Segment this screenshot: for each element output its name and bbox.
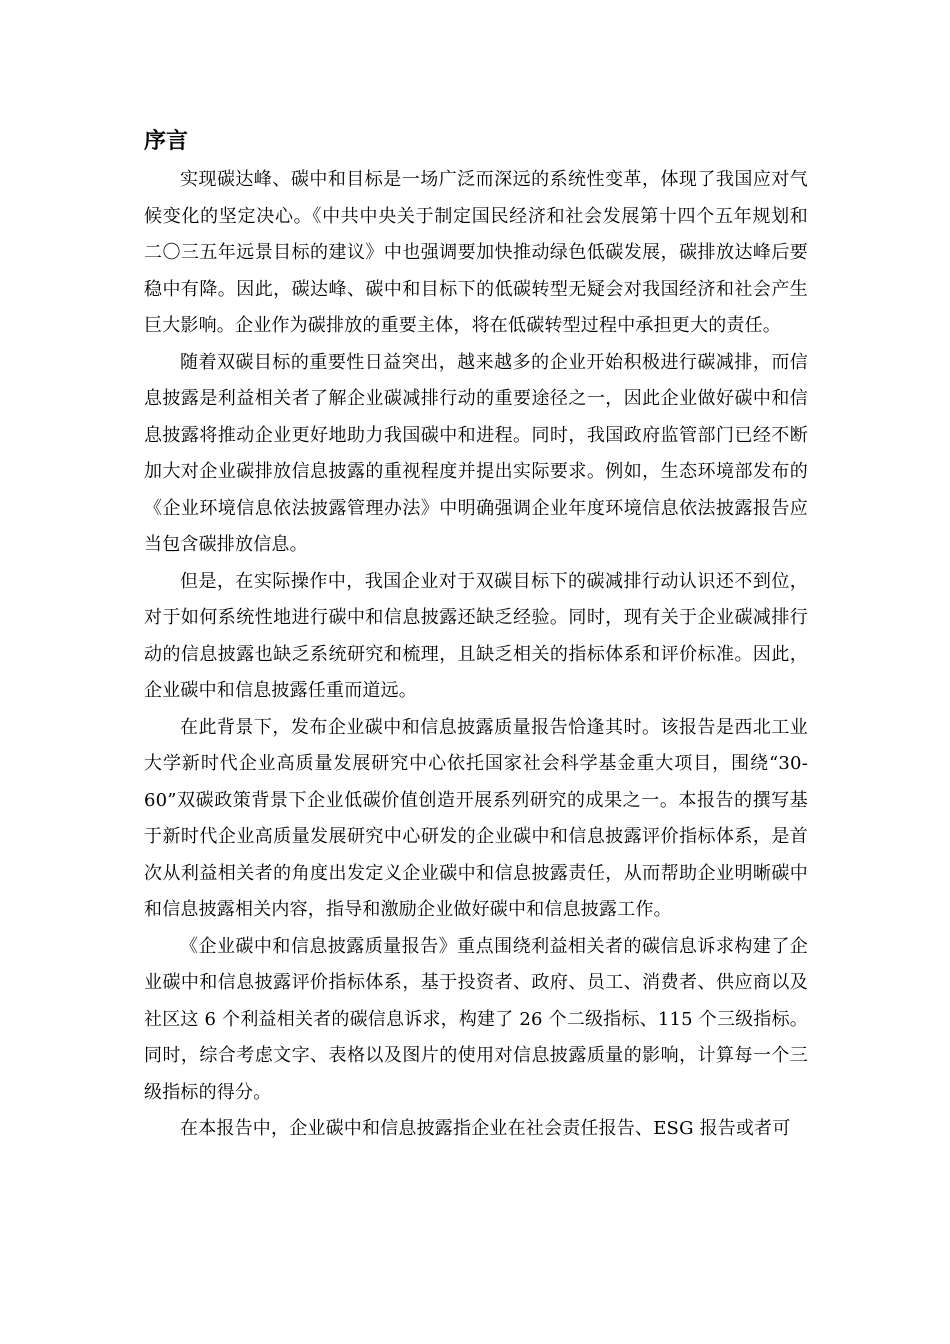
document-body [144, 162, 808, 1148]
paragraph-2: 随着双碳目标的重要性日益突出，越来越多的企业开始积极进行碳减排，而信息披露是利益相关者了解企业碳减排行动的重要途径之一，因此企业做好碳中和信息披露将推动企业更好地助力我国碳中和进程。同时，我国政府监管部门已经不断加大对企业碳排放信息披露的重视程度并提出实际要求。例如，生态环境部发布的《企业环境信息依法披露管理办法》中明确强调企业年度环境信息依法披露报告应当包含碳排放信息。 [144, 351, 808, 555]
paragraph-4: 在此背景下，发布企业碳中和信息披露质量报告恰逢其时。该报告是西北工业大学新时代企业高质量发展研究中心依托国家社会科学基金重大项目，围绕“30-60”双碳政策背景下企业低碳价值创造开展系列研究的成果之一。本报告的撰写基于新时代企业高质量发展研究中心研发的企业碳中和信息披露评价指标体系，是首次从利益相关者的角度出发定义企业碳中和信息披露责任，从而帮助企业明晰碳中和信息披露相关内容，指导和激励企业做好碳中和信息披露工作。 [144, 716, 808, 920]
paragraph-5: 《企业碳中和信息披露质量报告》重点围绕利益相关者的碳信息诉求构建了企业碳中和信息披露评价指标体系，基于投资者、政府、员工、消费者、供应商以及社区这 6 个利益相关者的碳信息诉求，构建了 26 个二级指标、115 个三级指标。同时，综合考虑文字、表格以及图片的使用对信息披露质量的影响，计算每一个三级指标的得分。 [144, 935, 808, 1103]
paragraph-3: 但是，在实际操作中，我国企业对于双碳目标下的碳减排行动认识还不到位，对于如何系统性地进行碳中和信息披露还缺乏经验。同时，现有关于企业碳减排行动的信息披露也缺乏系统研究和梳理，且缺乏相关的指标体系和评价标准。因此， 企业碳中和信息披露任重而道远。 [144, 570, 808, 701]
paragraph-1: 实现碳达峰、碳中和目标是一场广泛而深远的系统性变革，体现了我国应对气候变化的坚定决心。《中共中央关于制定国民经济和社会发展第十四个五年规划和二〇三五年远景目标的建议》中也强调要加快推动绿色低碳发展，碳排放达峰后要稳中有降。因此，碳达峰、碳中和目标下的低碳转型无疑会对我国经济和社会产生巨大影响。企业作为碳排放的重要主体，将在低碳转型过程中承担更大的责任。 [144, 169, 808, 336]
paragraph-6: 在本报告中，企业碳中和信息披露指企业在社会责任报告、ESG 报告或者可 [180, 1118, 791, 1139]
page-title: 序言 [144, 128, 189, 154]
